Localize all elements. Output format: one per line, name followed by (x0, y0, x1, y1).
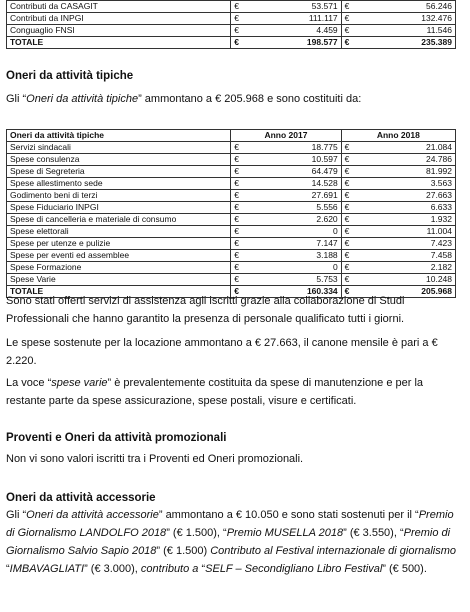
currency-symbol: € (231, 154, 245, 166)
row-label: Spese consulenza (7, 154, 231, 166)
para-italic: Premio di Giornalismo LANDOLFO 2018 (6, 509, 454, 539)
table-row (7, 25, 456, 37)
table-row (7, 154, 456, 166)
table-row (7, 190, 456, 202)
value-2017: 7.147 (245, 238, 341, 250)
section-heading-accessorie: Oneri da attività accessorie (6, 492, 156, 504)
currency-symbol: € (231, 13, 245, 25)
total-label: TOTALE (7, 286, 231, 298)
currency-symbol: € (231, 37, 245, 49)
currency-symbol: € (341, 238, 355, 250)
para-italic: spese varie (51, 377, 108, 389)
currency-symbol: € (231, 262, 245, 274)
column-header-label: Oneri da attività tipiche (7, 130, 231, 142)
column-header-2017: Anno 2017 (231, 130, 341, 142)
row-label: Contributi da INPGI (7, 13, 231, 25)
value-2017: 5.753 (245, 274, 341, 286)
value-2018: 3.563 (356, 178, 456, 190)
currency-symbol: € (341, 154, 355, 166)
total-2017: 198.577 (245, 37, 341, 49)
currency-symbol: € (341, 25, 355, 37)
value-2018: 27.663 (356, 190, 456, 202)
value-2018: 24.786 (356, 154, 456, 166)
currency-symbol: € (231, 190, 245, 202)
currency-symbol: € (341, 37, 355, 49)
value-2018: 21.084 (356, 142, 456, 154)
value-2017: 2.620 (245, 214, 341, 226)
table-row (7, 214, 456, 226)
currency-symbol: € (341, 262, 355, 274)
total-label: TOTALE (7, 37, 231, 49)
para-italic: contributo a (140, 563, 199, 575)
paragraph-accessorie (6, 506, 461, 578)
paragraph-spese-varie (6, 374, 461, 410)
para-text: ” (€ 500). (382, 563, 427, 575)
value-2017: 18.775 (245, 142, 341, 154)
total-2018: 205.968 (356, 286, 456, 298)
currency-symbol: € (341, 190, 355, 202)
currency-symbol: € (231, 214, 245, 226)
currency-symbol: € (341, 178, 355, 190)
total-2018: 235.389 (356, 37, 456, 49)
para-text: La voce “ (6, 377, 52, 389)
para-italic: SELF – Secondigliano Libro Festival (205, 563, 383, 575)
currency-symbol: € (231, 166, 245, 178)
value-2018: 11.546 (356, 25, 456, 37)
para-italic: Premio di Giornalismo Salvio Sapio 2018 (6, 527, 451, 557)
intro-text: ” ammontano a € 205.968 e sono costituiti da: (138, 93, 362, 105)
value-2017: 4.459 (245, 25, 341, 37)
currency-symbol: € (231, 1, 245, 13)
section-heading-promozionali: Proventi e Oneri da attività promozionali (6, 432, 227, 444)
value-2017: 111.117 (245, 13, 341, 25)
value-2017: 0 (245, 262, 341, 274)
table-row (7, 13, 456, 25)
para-text: ” (€ 1.500) (156, 545, 211, 557)
row-label: Spese Formazione (7, 262, 231, 274)
row-label: Spese elettorali (7, 226, 231, 238)
currency-symbol: € (341, 1, 355, 13)
value-2018: 6.633 (356, 202, 456, 214)
total-row (7, 37, 456, 49)
intro-text: Gli “ (6, 93, 27, 105)
currency-symbol: € (341, 202, 355, 214)
value-2018: 1.932 (356, 214, 456, 226)
section-heading-oneri-tipiche: Oneri da attività tipiche (6, 70, 134, 82)
value-2017: 0 (245, 226, 341, 238)
value-2017: 27.691 (245, 190, 341, 202)
para-italic: Oneri da attività accessorie (26, 509, 159, 521)
intro-italic: Oneri da attività tipiche (26, 93, 139, 105)
para-text: ” (€ 1.500), “ (166, 527, 227, 539)
value-2017: 5.556 (245, 202, 341, 214)
value-2018: 11.004 (356, 226, 456, 238)
currency-symbol: € (341, 226, 355, 238)
value-2017: 3.188 (245, 250, 341, 262)
row-label: Spese di Segreteria (7, 166, 231, 178)
currency-symbol: € (341, 250, 355, 262)
table-row (7, 250, 456, 262)
para-italic: Contributo al Festival internazionale di giornalismo (210, 545, 457, 557)
currency-symbol: € (231, 25, 245, 37)
table-header (7, 130, 456, 142)
para-text: “ (198, 563, 206, 575)
value-2018: 132.476 (356, 13, 456, 25)
row-label: Spese per eventi ed assemblee (7, 250, 231, 262)
para-italic: Premio MUSELLA 2018 (226, 527, 344, 539)
currency-symbol: € (341, 274, 355, 286)
row-label: Godimento beni di terzi (7, 190, 231, 202)
table-row (7, 1, 456, 13)
currency-symbol: € (231, 286, 245, 298)
para-text: ” (€ 3.550), “ (343, 527, 404, 539)
value-2017: 64.479 (245, 166, 341, 178)
currency-symbol: € (341, 13, 355, 25)
value-2018: 2.182 (356, 262, 456, 274)
para-text: “ (6, 563, 10, 575)
row-label: Servizi sindacali (7, 142, 231, 154)
para-text: ” è prevalentemente costituita da spese di manutenzione e per la restante parte da spese assicurazione, spese postali, visure e certificati. (6, 377, 424, 407)
table-row (7, 166, 456, 178)
summary-table (6, 0, 456, 49)
para-text: ” (€ 3.000), (84, 563, 141, 575)
row-label: Spese Varie (7, 274, 231, 286)
currency-symbol: € (231, 202, 245, 214)
currency-symbol: € (231, 238, 245, 250)
paragraph-promozionali: Non vi sono valori iscritti tra i Proventi ed Oneri promozionali. (6, 453, 304, 465)
value-2017: 14.528 (245, 178, 341, 190)
value-2018: 81.992 (356, 166, 456, 178)
currency-symbol: € (341, 286, 355, 298)
currency-symbol: € (231, 178, 245, 190)
para-text: ” ammontano a € 10.050 e sono stati sostenuti per il “ (158, 509, 419, 521)
row-label: Spese di cancelleria e materiale di consumo (7, 214, 231, 226)
value-2018: 7.458 (356, 250, 456, 262)
table-row (7, 178, 456, 190)
currency-symbol: € (231, 142, 245, 154)
currency-symbol: € (231, 226, 245, 238)
total-2017: 160.334 (245, 286, 341, 298)
paragraph-locazione: Le spese sostenute per la locazione ammontano a € 27.663, il canone mensile è pari a € 2.220. (6, 337, 438, 367)
para-italic: IMBAVAGLIATI (9, 563, 85, 575)
table-row (7, 142, 456, 154)
value-2018: 7.423 (356, 238, 456, 250)
column-header-2018: Anno 2018 (341, 130, 455, 142)
row-label: Conguaglio FNSI (7, 25, 231, 37)
section-intro (6, 90, 461, 108)
value-2018: 56.246 (356, 1, 456, 13)
value-2017: 10.597 (245, 154, 341, 166)
para-text: Gli “ (6, 509, 27, 521)
currency-symbol: € (341, 214, 355, 226)
row-label: Spese allestimento sede (7, 178, 231, 190)
currency-symbol: € (341, 142, 355, 154)
row-label: Spese Fiduciario INPGI (7, 202, 231, 214)
row-label: Contributi da CASAGIT (7, 1, 231, 13)
oneri-table (6, 129, 456, 298)
table-row (7, 226, 456, 238)
value-2018: 10.248 (356, 274, 456, 286)
table-row (7, 262, 456, 274)
value-2017: 53.571 (245, 1, 341, 13)
paragraph-servizi: Sono stati offerti servizi di assistenza agli iscritti grazie alla collaborazione di Studi Professionali che hanno garantito la presenza di personale qualificato tutti i giorni. (6, 295, 405, 325)
table-row (7, 202, 456, 214)
row-label: Spese per utenze e pulizie (7, 238, 231, 250)
table-row (7, 238, 456, 250)
currency-symbol: € (341, 166, 355, 178)
currency-symbol: € (231, 274, 245, 286)
currency-symbol: € (231, 250, 245, 262)
table-row (7, 274, 456, 286)
